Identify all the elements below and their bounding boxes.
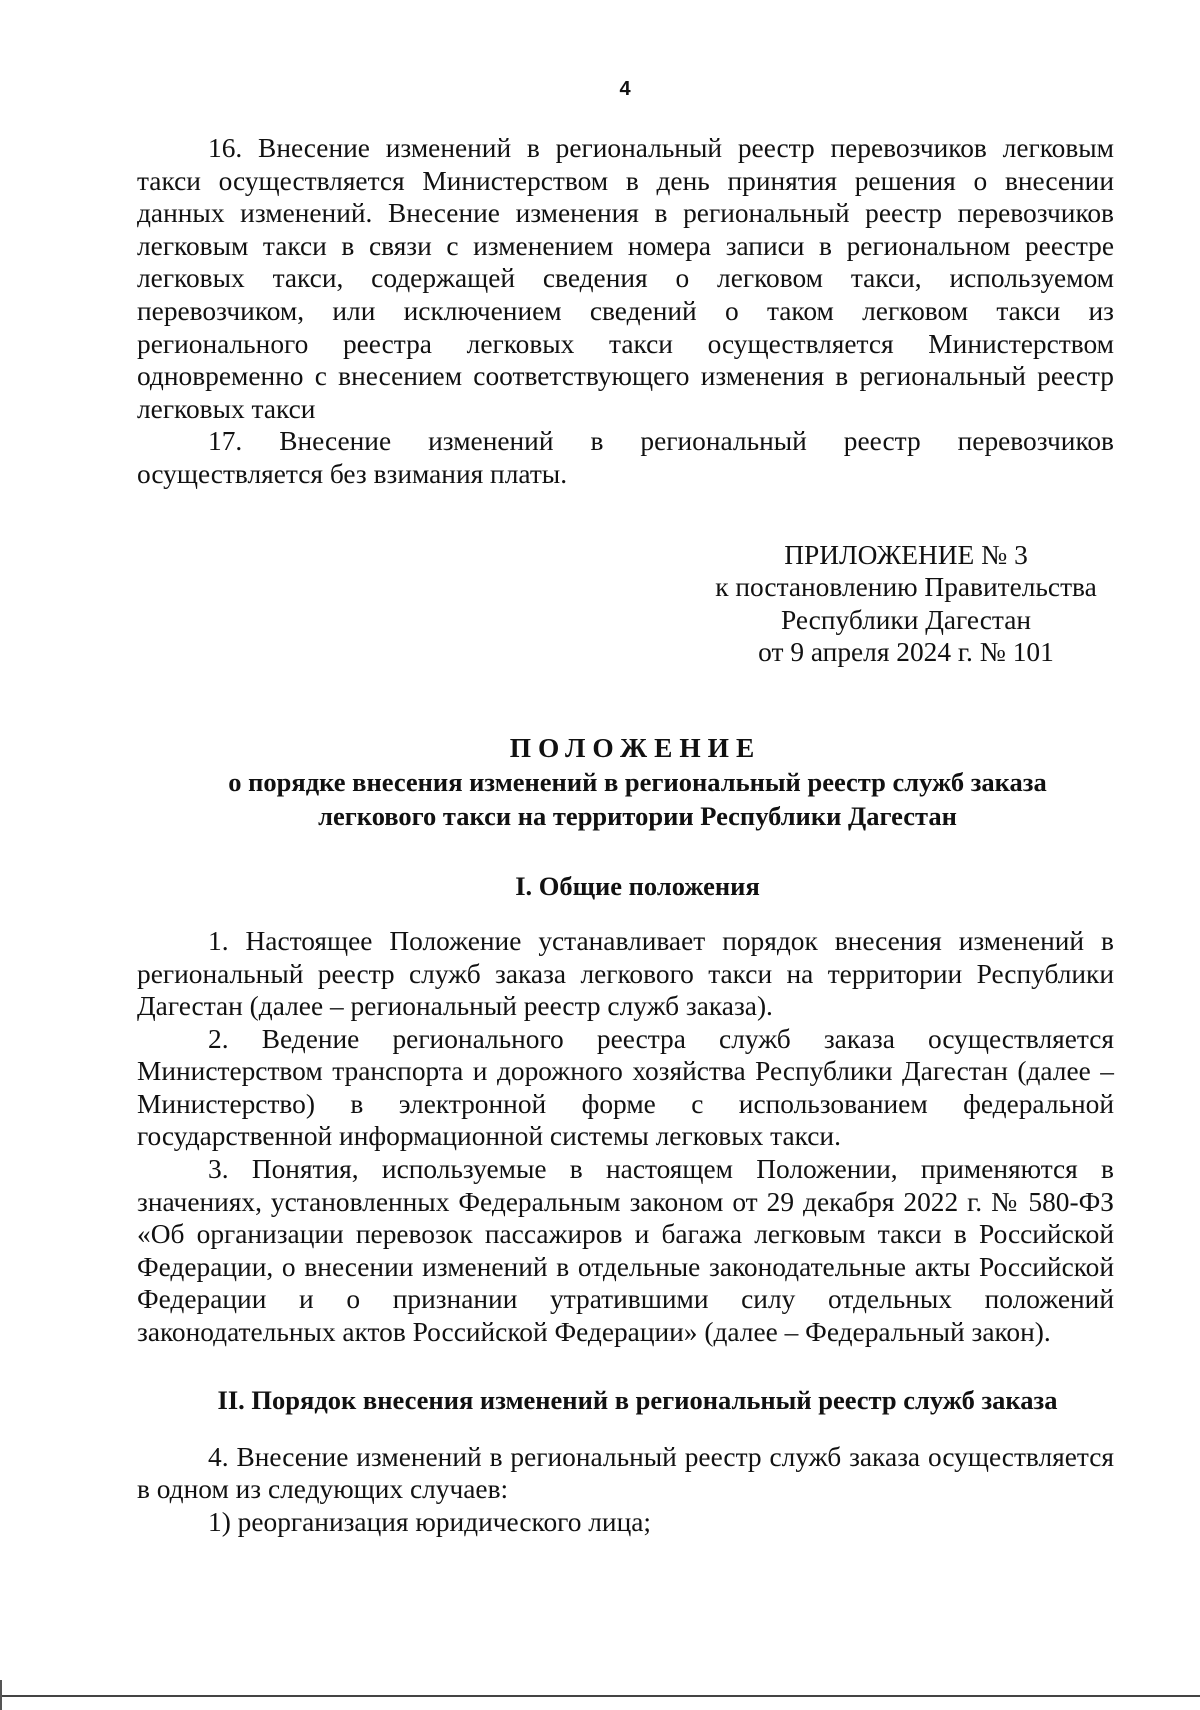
paragraph-16: 16. Внесение изменений в региональный реестр перевозчиков легковым такси осуществляется Министерством в день принятия решения о внесении данных изменений. Внесение изменения в региональный реестр перевозчиков легковым такси в связи с изменением номера записи в региональном реестре легковых такси, содержащей сведения о легковом такси, используемом перевозчиком, или исключением сведений о таком легковом такси из регионального реестра легковых такси осуществляется Министерством одновременно с внесением соответствующего изменения в региональный реестр легковых такси <box>137 133 1114 424</box>
section-2-list-item-1: 1) реорганизация юридического лица; <box>208 1506 651 1537</box>
paragraph-17: 17. Внесение изменений в региональный реестр перевозчиков осуществляется без взимания платы. <box>137 426 1114 489</box>
section-2-heading: II. Порядок внесения изменений в региональный реестр служб заказа <box>217 1384 1058 1415</box>
document-subtitle-line1: о порядке внесения изменений в региональный реестр служб заказа <box>228 766 1047 797</box>
scan-edge-corner <box>0 1680 2 1710</box>
appendix-region: Республики Дагестан <box>780 604 1032 635</box>
appendix-reference: к постановлению Правительства <box>715 572 1097 603</box>
appendix-number: ПРИЛОЖЕНИЕ № 3 <box>784 539 1028 570</box>
scan-edge-line <box>0 1695 1200 1697</box>
appendix-block <box>699 539 1113 669</box>
document-title: ПОЛОЖЕНИЕ <box>509 732 762 763</box>
section-2-paragraph-4: 4. Внесение изменений в региональный реестр служб заказа осуществляется в одном из следующих случаев: <box>137 1441 1114 1505</box>
section-1-paragraph-2: 2. Ведение регионального реестра служб заказа осуществляется Министерством транспорта и дорожного хозяйства Республики Дагестан (далее – Министерство) в электронной форме с использованием федеральной государственной информационной системы легковых такси. <box>137 1023 1114 1152</box>
section-1-paragraph-3: 3. Понятия, используемые в настоящем Положении, применяются в значениях, установленных Федеральным законом от 29 декабря 2022 г. № 580-ФЗ «Об организации перевозок пассажиров и багажа легковым такси в Российской Федерации, о внесении изменений в отдельные законодательные акты Российской Федерации и о признании утратившими силу отдельных положений законодательных актов Российской Федерации» (далее – Федеральный закон). <box>137 1154 1114 1348</box>
appendix-date: от 9 апреля 2024 г. № 101 <box>758 637 1054 668</box>
section-1-paragraph-1: 1. Настоящее Положение устанавливает порядок внесения изменений в региональный реестр служб заказа легкового такси на территории Республики Дагестан (далее – региональный реестр служб заказа). <box>137 925 1114 1022</box>
section-1-heading: I. Общие положения <box>515 870 760 901</box>
page-content <box>137 132 1114 1538</box>
document-subtitle-line2: легкового такси на территории Республики Дагестан <box>318 800 957 831</box>
page-number: 4 <box>619 78 631 100</box>
